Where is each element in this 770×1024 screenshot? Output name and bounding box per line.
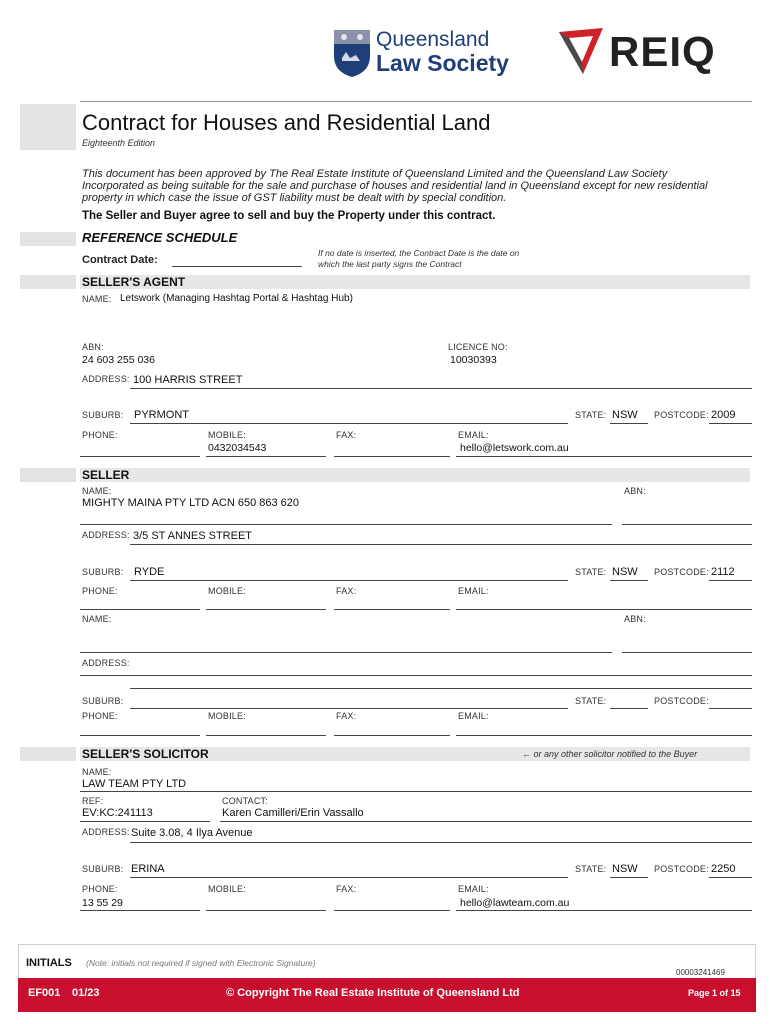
agent-phone-label: PHONE: bbox=[82, 430, 118, 440]
seller-postcode-value[interactable]: 2112 bbox=[711, 566, 735, 578]
seller2-state-line[interactable] bbox=[610, 708, 648, 709]
solicitor-address-line bbox=[130, 842, 752, 843]
agent-postcode-line bbox=[709, 423, 752, 424]
solicitor-heading: SELLER'S SOLICITOR bbox=[82, 747, 209, 761]
seller-address-line bbox=[130, 544, 752, 545]
agent-suburb-line bbox=[130, 423, 568, 424]
solicitor-postcode-label: POSTCODE: bbox=[654, 864, 709, 874]
contract-date-label: Contract Date: bbox=[82, 254, 158, 266]
seller2-mobile-label: MOBILE: bbox=[208, 711, 246, 721]
seller-name-value[interactable]: MIGHTY MAINA PTY LTD ACN 650 863 620 bbox=[82, 497, 300, 509]
seller-state-label: STATE: bbox=[575, 567, 607, 577]
reiq-mark-icon bbox=[557, 26, 605, 76]
schedule-heading: REFERENCE SCHEDULE bbox=[82, 230, 238, 245]
page-number: Page 1 of 15 bbox=[688, 988, 741, 998]
agent-state-label: STATE: bbox=[575, 410, 607, 420]
solicitor-ref-value[interactable]: EV:KC:241113 bbox=[82, 807, 153, 819]
agent-fax-line bbox=[334, 456, 450, 457]
agent-fax-label: FAX: bbox=[336, 430, 357, 440]
solicitor-ref-label: REF: bbox=[82, 796, 104, 806]
solicitor-email-value[interactable]: hello@lawteam.com.au bbox=[460, 897, 570, 909]
seller2-address-line1[interactable] bbox=[80, 675, 752, 676]
seller-name-line bbox=[80, 524, 612, 525]
agent-address-label: ADDRESS: bbox=[82, 374, 130, 384]
solicitor-contact-line bbox=[220, 821, 752, 822]
seller2-email-line[interactable] bbox=[456, 735, 752, 736]
solicitor-suburb-label: SUBURB: bbox=[82, 864, 124, 874]
solicitor-mobile-line[interactable] bbox=[206, 910, 326, 911]
seller-postcode-line bbox=[709, 580, 752, 581]
seller2-fax-label: FAX: bbox=[336, 711, 357, 721]
solicitor-left-shade bbox=[20, 747, 76, 761]
solicitor-name-value[interactable]: LAW TEAM PTY LTD bbox=[82, 778, 187, 790]
solicitor-address-label: ADDRESS: bbox=[82, 827, 130, 837]
initials-note: (Note: initials not required if signed with Electronic Signature) bbox=[86, 958, 316, 968]
solicitor-contact-label: CONTACT: bbox=[222, 796, 268, 806]
seller2-state-label: STATE: bbox=[575, 696, 607, 706]
seller-postcode-label: POSTCODE: bbox=[654, 567, 709, 577]
qls-name-line2: Law Society bbox=[376, 50, 509, 76]
seller2-postcode-label: POSTCODE: bbox=[654, 696, 709, 706]
agent-mobile-value[interactable]: 0432034543 bbox=[208, 442, 267, 454]
copyright: © Copyright The Real Estate Institute of Queensland Ltd bbox=[226, 987, 520, 999]
seller2-phone-line[interactable] bbox=[80, 735, 200, 736]
solicitor-name-line bbox=[80, 791, 752, 792]
contract-date-note: If no date is inserted, the Contract Date is the date on which the last party signs the Contract bbox=[318, 248, 520, 269]
agent-name-label: NAME: bbox=[82, 294, 112, 304]
solicitor-address-value[interactable]: Suite 3.08, 4 Ilya Avenue bbox=[131, 827, 253, 839]
agent-postcode-label: POSTCODE: bbox=[654, 410, 709, 420]
agent-licence-label: LICENCE NO: bbox=[448, 342, 508, 352]
solicitor-contact-value[interactable]: Karen Camilleri/Erin Vassallo bbox=[222, 807, 364, 819]
solicitor-postcode-value[interactable]: 2250 bbox=[711, 863, 736, 875]
solicitor-email-label: EMAIL: bbox=[458, 884, 489, 894]
solicitor-fax-label: FAX: bbox=[336, 884, 357, 894]
agent-left-shade bbox=[20, 275, 76, 289]
solicitor-state-line bbox=[610, 877, 648, 878]
solicitor-name-label: NAME: bbox=[82, 767, 112, 777]
solicitor-phone-label: PHONE: bbox=[82, 884, 118, 894]
solicitor-fax-line[interactable] bbox=[334, 910, 450, 911]
agent-email-label: EMAIL: bbox=[458, 430, 489, 440]
agent-suburb-value[interactable]: PYRMONT bbox=[134, 409, 189, 421]
seller-fax-label: FAX: bbox=[336, 586, 357, 596]
seller-abn-label: ABN: bbox=[624, 486, 646, 496]
seller2-phone-label: PHONE: bbox=[82, 711, 118, 721]
solicitor-email-line bbox=[456, 910, 752, 911]
agent-name-value[interactable]: Letswork (Managing Hashtag Portal & Hashtag Hub) bbox=[120, 293, 353, 304]
agent-mobile-label: MOBILE: bbox=[208, 430, 246, 440]
seller-section-bar bbox=[80, 468, 750, 482]
qls-logo bbox=[332, 26, 532, 80]
page-title: Contract for Houses and Residential Land bbox=[82, 110, 491, 135]
agent-email-line bbox=[456, 456, 752, 457]
initials-label: INITIALS bbox=[26, 957, 72, 969]
solicitor-phone-value[interactable]: 13 55 29 bbox=[82, 897, 123, 909]
document-number: 00003241469 bbox=[676, 968, 725, 977]
seller-email-line[interactable] bbox=[456, 609, 752, 610]
seller-state-line bbox=[610, 580, 648, 581]
seller-fax-line[interactable] bbox=[334, 609, 450, 610]
seller-address-value[interactable]: 3/5 ST ANNES STREET bbox=[133, 530, 253, 542]
seller2-suburb-label: SUBURB: bbox=[82, 696, 124, 706]
reiq-wordmark: REIQ bbox=[609, 28, 716, 75]
schedule-left-shade bbox=[20, 232, 76, 246]
agree-text: The Seller and Buyer agree to sell and buy the Property under this contract. bbox=[82, 210, 496, 222]
seller-state-value[interactable]: NSW bbox=[612, 566, 638, 578]
seller-mobile-line[interactable] bbox=[206, 609, 326, 610]
seller-suburb-value[interactable]: RYDE bbox=[134, 566, 165, 578]
solicitor-suburb-value[interactable]: ERINA bbox=[131, 863, 165, 875]
seller2-suburb-line[interactable] bbox=[130, 708, 568, 709]
seller2-abn-label: ABN: bbox=[624, 614, 646, 624]
seller-phone-label: PHONE: bbox=[82, 586, 118, 596]
agent-licence-value[interactable]: 10030393 bbox=[450, 354, 497, 366]
seller2-address-line2[interactable] bbox=[130, 688, 752, 689]
agent-phone-line bbox=[80, 456, 200, 457]
intro-text: This document has been approved by The Real Estate Institute of Queensland Limited and the Queensland Law Society Incorporated as being suitable for the sale and purchase of houses and residential land in Queensland except for new residential property in which case the issue of GST liability must be dealt with by special condition. bbox=[82, 168, 708, 204]
form-code: EF001 bbox=[28, 987, 61, 999]
seller2-name-label: NAME: bbox=[82, 614, 112, 624]
seller-address-label: ADDRESS: bbox=[82, 530, 130, 540]
title-rule bbox=[80, 101, 752, 102]
seller-left-shade bbox=[20, 468, 76, 482]
seller2-mobile-line[interactable] bbox=[206, 735, 326, 736]
seller2-fax-line[interactable] bbox=[334, 735, 450, 736]
seller2-email-label: EMAIL: bbox=[458, 711, 489, 721]
contract-date-field[interactable] bbox=[172, 266, 302, 267]
reiq-logo bbox=[557, 26, 757, 80]
agent-heading: SELLER'S AGENT bbox=[82, 275, 186, 289]
agent-abn-label: ABN: bbox=[82, 342, 104, 352]
seller2-abn-line[interactable] bbox=[622, 652, 752, 653]
seller2-postcode-line[interactable] bbox=[709, 708, 752, 709]
solicitor-state-value[interactable]: NSW bbox=[612, 863, 638, 875]
solicitor-state-label: STATE: bbox=[575, 864, 607, 874]
agent-state-line bbox=[610, 423, 648, 424]
seller-name-label: NAME: bbox=[82, 486, 112, 496]
solicitor-mobile-label: MOBILE: bbox=[208, 884, 246, 894]
agent-mobile-line bbox=[206, 456, 326, 457]
agent-address-line bbox=[130, 388, 752, 389]
seller-email-label: EMAIL: bbox=[458, 586, 489, 596]
solicitor-phone-line bbox=[80, 910, 200, 911]
seller-abn-line bbox=[622, 524, 752, 525]
solicitor-suburb-line bbox=[130, 877, 568, 878]
qls-crest-icon bbox=[332, 28, 372, 78]
agent-postcode-value[interactable]: 2009 bbox=[711, 409, 736, 421]
agent-address-value[interactable]: 100 HARRIS STREET bbox=[133, 374, 243, 386]
agent-state-value[interactable]: NSW bbox=[612, 409, 638, 421]
solicitor-postcode-line bbox=[709, 877, 752, 878]
seller2-name-line[interactable] bbox=[80, 652, 612, 653]
form-date: 01/23 bbox=[72, 987, 100, 999]
seller-phone-line[interactable] bbox=[80, 609, 200, 610]
qls-name-line1: Queensland bbox=[376, 28, 490, 51]
agent-abn-value[interactable]: 24 603 255 036 bbox=[82, 354, 155, 366]
seller-suburb-label: SUBURB: bbox=[82, 567, 124, 577]
solicitor-note: ← or any other solicitor notified to the Buyer bbox=[522, 749, 698, 759]
seller-heading: SELLER bbox=[82, 468, 130, 482]
edition: Eighteenth Edition bbox=[82, 138, 156, 148]
seller-mobile-label: MOBILE: bbox=[208, 586, 246, 596]
seller-suburb-line bbox=[130, 580, 568, 581]
title-shade bbox=[20, 104, 76, 150]
solicitor-ref-line bbox=[80, 821, 210, 822]
agent-email-value[interactable]: hello@letswork.com.au bbox=[460, 442, 569, 454]
seller2-address-label: ADDRESS: bbox=[82, 658, 130, 668]
agent-suburb-label: SUBURB: bbox=[82, 410, 124, 420]
